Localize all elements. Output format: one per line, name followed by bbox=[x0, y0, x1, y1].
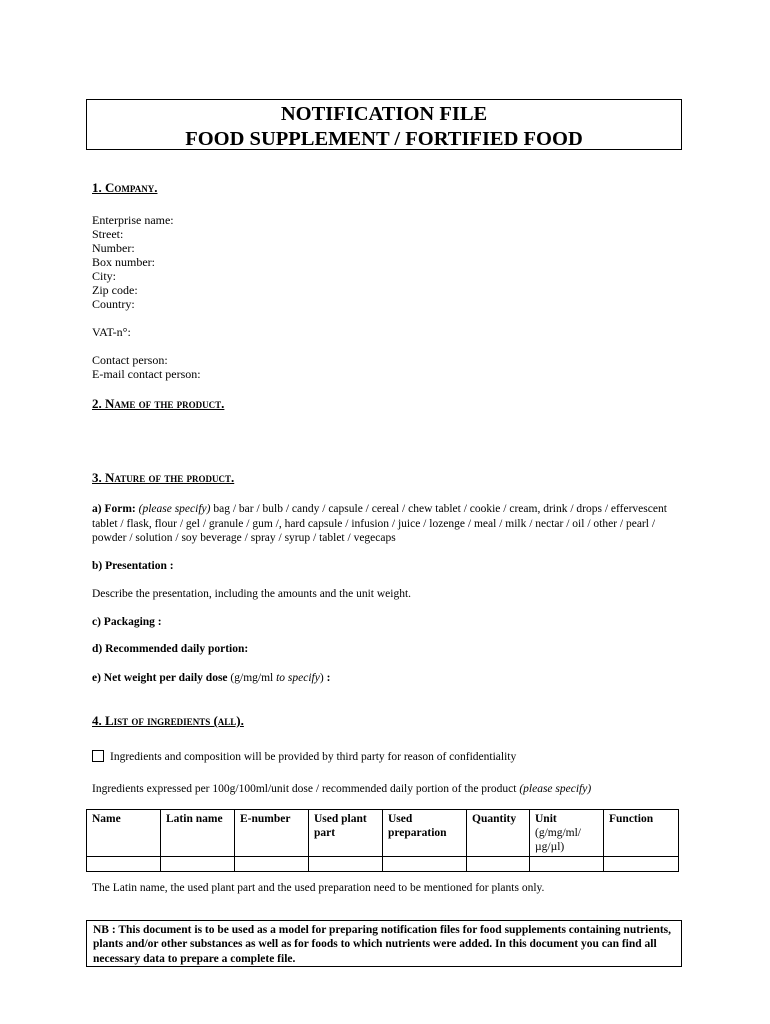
company-fields bbox=[92, 213, 201, 381]
confidentiality-checkbox[interactable] bbox=[92, 750, 104, 762]
table-header-row bbox=[87, 810, 679, 857]
table-cell[interactable] bbox=[383, 857, 467, 872]
header-used-plant-part: Used plant part bbox=[309, 810, 383, 857]
table-cell[interactable] bbox=[467, 857, 530, 872]
header-name: Name bbox=[87, 810, 161, 857]
title-line-1: NOTIFICATION FILE bbox=[280, 103, 488, 125]
field-country: Country: bbox=[92, 297, 135, 311]
title-line-2: FOOD SUPPLEMENT / FORTIFIED FOOD bbox=[185, 128, 583, 150]
confidentiality-label: Ingredients and composition will be provided by third party for reason of confidentiality bbox=[110, 751, 517, 763]
header-latin-name: Latin name bbox=[161, 810, 235, 857]
daily-portion-label: d) Recommended daily portion: bbox=[92, 643, 249, 655]
section-1-heading: 1. Company. bbox=[92, 180, 158, 195]
header-function: Function bbox=[604, 810, 679, 857]
form-paragraph bbox=[92, 502, 682, 546]
table-cell[interactable] bbox=[87, 857, 161, 872]
table-cell[interactable] bbox=[530, 857, 604, 872]
net-weight-label: e) Net weight per daily dose bbox=[92, 672, 228, 684]
plants-note: The Latin name, the used plant part and the used preparation need to be mentioned for plants only. bbox=[92, 882, 545, 894]
header-quantity: Quantity bbox=[467, 810, 530, 857]
field-zip-code: Zip code: bbox=[92, 283, 138, 297]
table-cell[interactable] bbox=[309, 857, 383, 872]
form-options: bag / bar / bulb / candy / capsule / cereal / chew tablet / cookie / cream, drink / drops / effervescent tablet / flask, flour / gel / granule / gum /, hard capsule / infusion / juice / lozenge / meal / milk / nectar / oil / other / pearl / powder / solution / soy beverage / spray / syrup / tablet / vegecaps bbox=[92, 503, 667, 544]
field-email-contact: E-mail contact person: bbox=[92, 367, 201, 381]
field-box-number: Box number: bbox=[92, 255, 155, 269]
confidentiality-row bbox=[92, 750, 682, 765]
presentation-description: Describe the presentation, including the amounts and the unit weight. bbox=[92, 588, 412, 600]
table-row bbox=[87, 857, 679, 872]
net-weight-line: e) Net weight per daily dose (g/mg/ml to specify) : bbox=[92, 672, 331, 684]
header-used-preparation: Used preparation bbox=[383, 810, 467, 857]
ingredients-expressed-line: Ingredients expressed per 100g/100ml/unit dose / recommended daily portion of the product (please specify) bbox=[92, 783, 592, 795]
header-e-number: E-number bbox=[235, 810, 309, 857]
unit-subtext: (g/mg/ml/ µg/µl) bbox=[535, 827, 581, 853]
title-box bbox=[86, 99, 682, 150]
section-3-heading: 3. Nature of the product. bbox=[92, 470, 235, 485]
field-contact-person: Contact person: bbox=[92, 353, 168, 367]
field-city: City: bbox=[92, 269, 117, 283]
section-2-heading: 2. Name of the product. bbox=[92, 396, 225, 411]
table-cell[interactable] bbox=[235, 857, 309, 872]
table-cell[interactable] bbox=[604, 857, 679, 872]
field-street: Street: bbox=[92, 227, 124, 241]
packaging-label: c) Packaging : bbox=[92, 616, 162, 628]
field-enterprise-name: Enterprise name: bbox=[92, 213, 174, 227]
nb-box: NB : This document is to be used as a model for preparing notification files for food supplements containing nutrients, plants and/or other substances as well as for foods to which nutrients were added. In this document you can find all necessary data to prepare a complete file. bbox=[86, 920, 682, 967]
header-unit: Unit (g/mg/ml/ µg/µl) bbox=[530, 810, 604, 857]
table-cell[interactable] bbox=[161, 857, 235, 872]
field-vat: VAT-n°: bbox=[92, 325, 131, 339]
section-4-heading: 4. List of ingredients (all). bbox=[92, 713, 244, 728]
form-specify: (please specify) bbox=[138, 503, 211, 515]
presentation-label: b) Presentation : bbox=[92, 560, 174, 572]
field-number: Number: bbox=[92, 241, 135, 255]
form-label: a) Form: bbox=[92, 503, 136, 515]
ingredients-table bbox=[86, 809, 679, 872]
